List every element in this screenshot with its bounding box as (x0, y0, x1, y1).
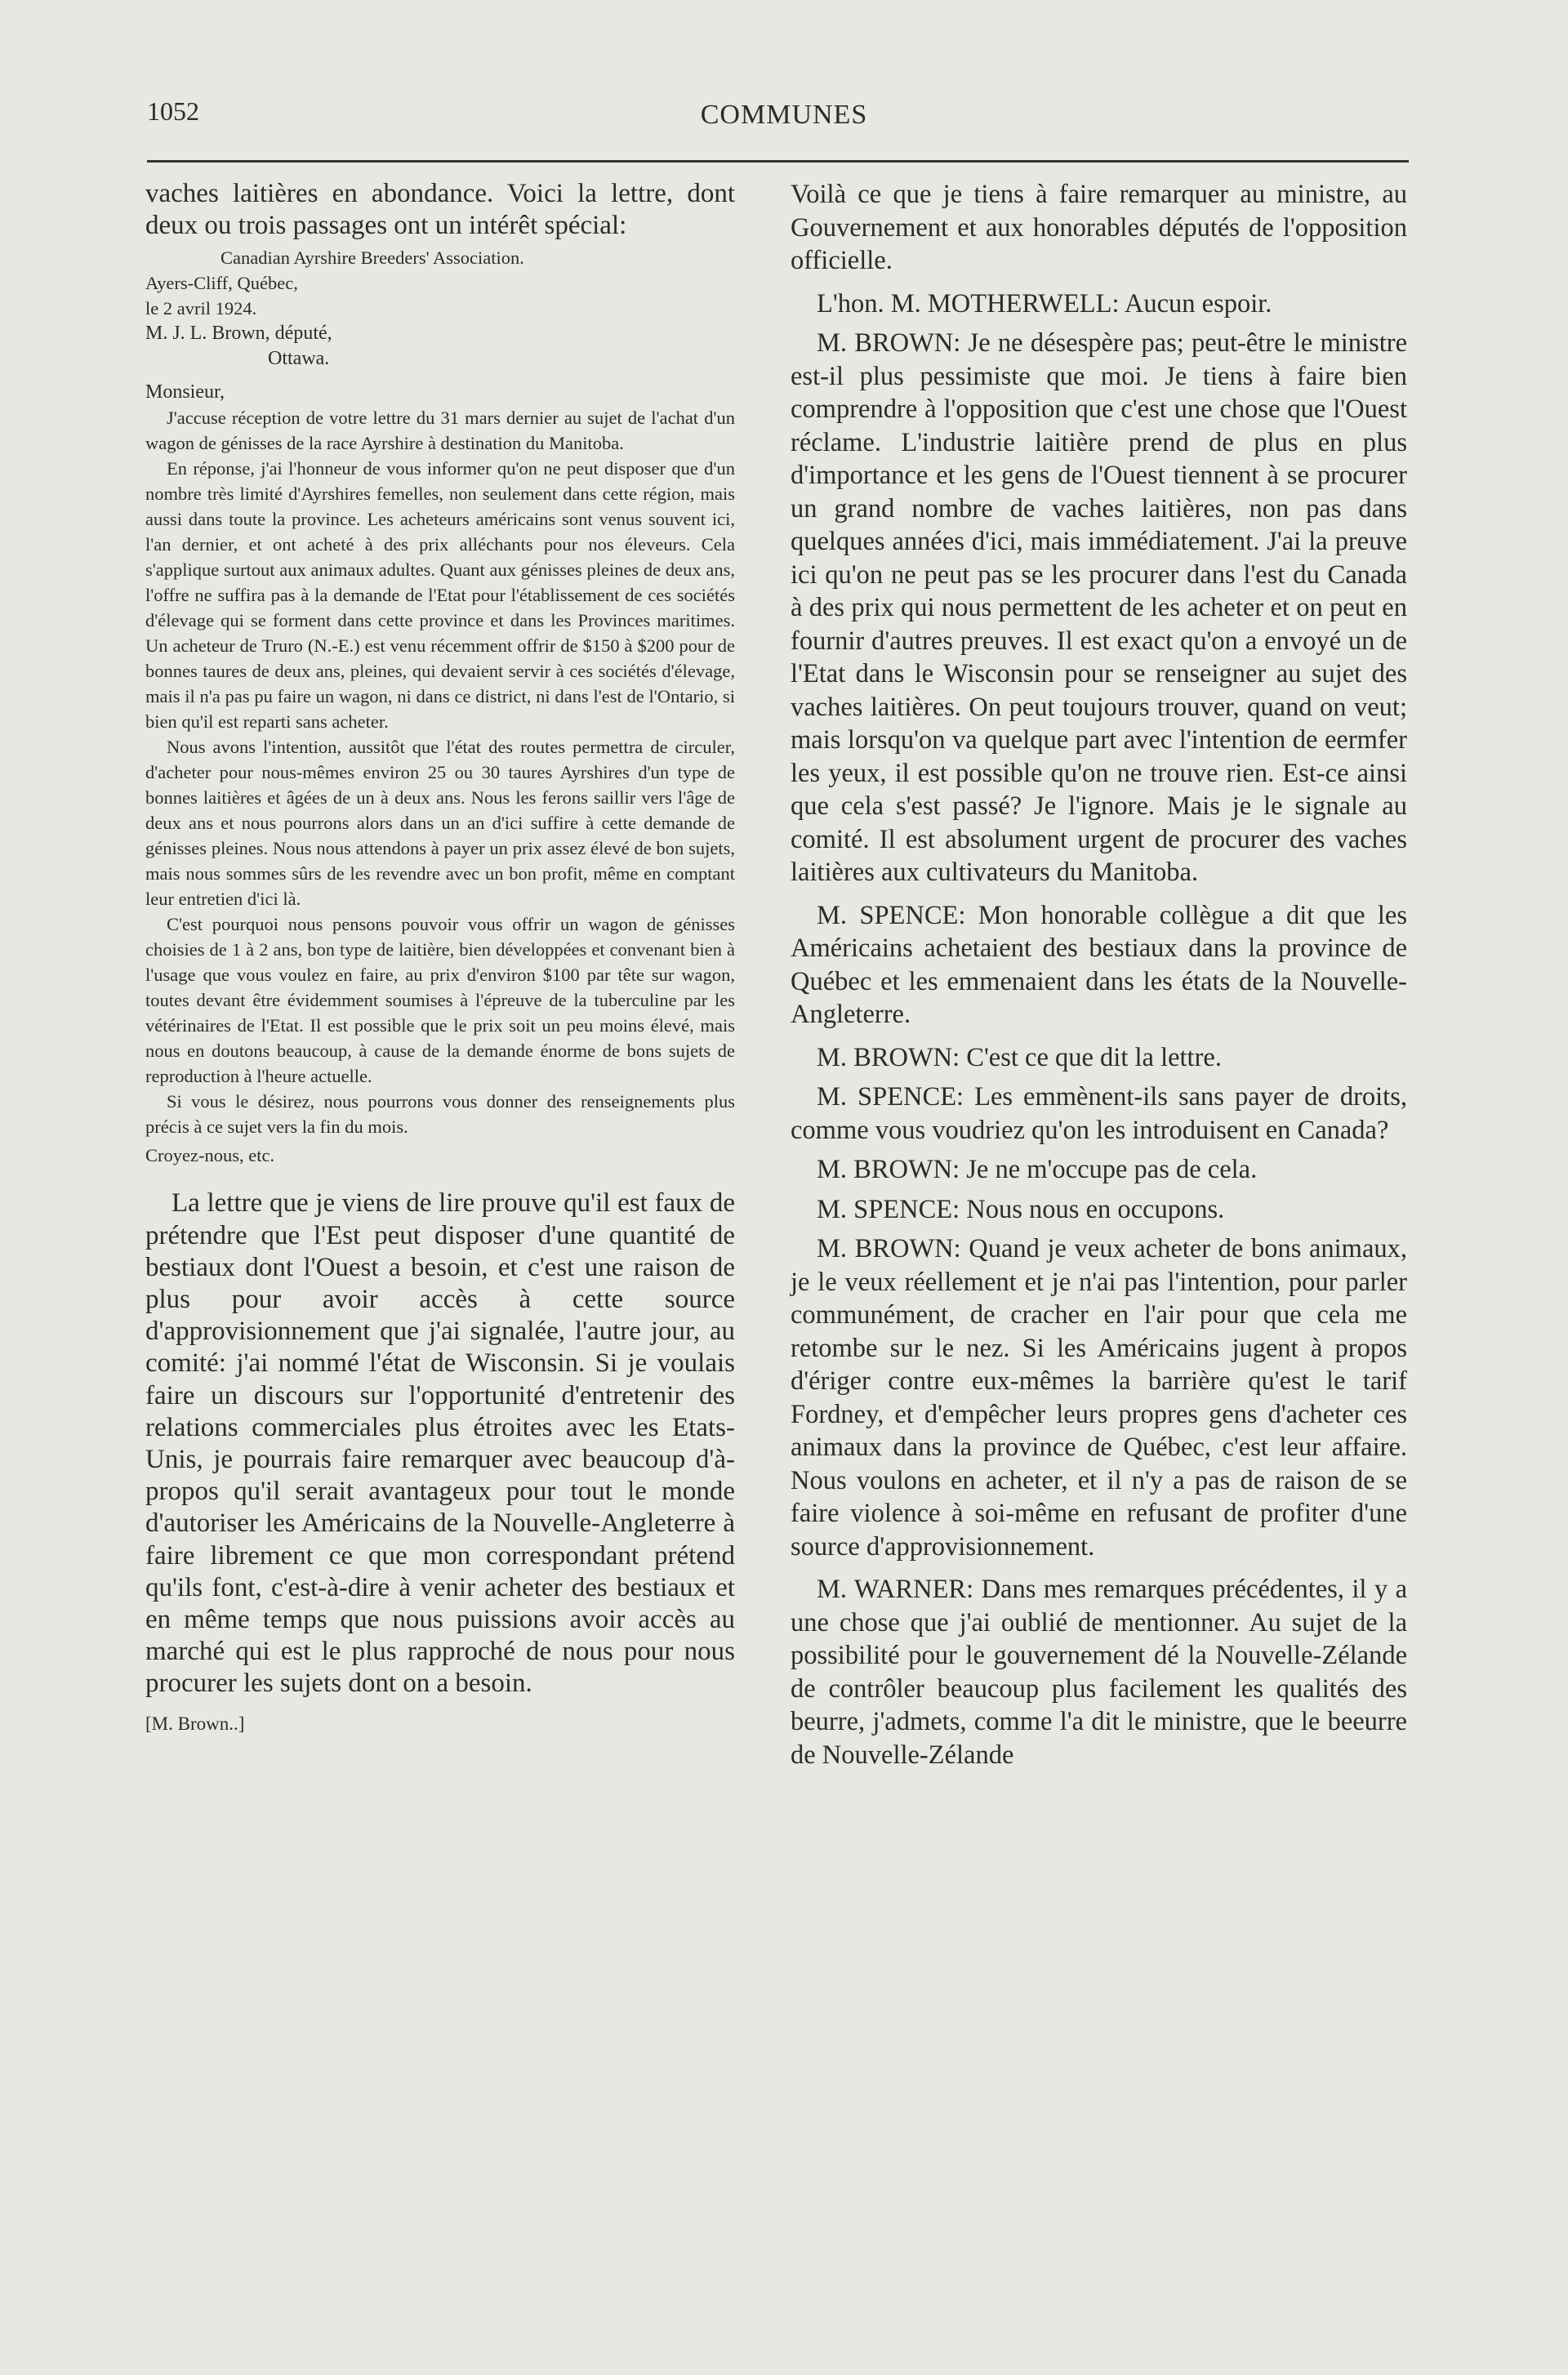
letter-paragraph: Nous avons l'intention, aussitôt que l'état des routes permettra de circuler, d'acheter pour nous-mêmes environ 25 ou 30 taures Ayrshires d'un type de bonnes laitières et âgées de un à deux ans. Nous les ferons saillir vers l'âge de deux ans et nous pourrons alors dans un an d'ici suffire à cette demande de génisses pleines. Nous nous attendons à payer un prix assez élevé de bon sujets, mais nous sommes sûrs de les revendre avec un bon profit, même en comptant leur entretien d'ici là. (145, 737, 735, 910)
speech-paragraph: M. SPENCE: Mon honorable collègue a dit que les Américains achetaient des bestiaux dans la province de Québec et les emmenaient dans les états de la Nouvelle-Angleterre. (791, 900, 1407, 1029)
letter-paragraph: En réponse, j'ai l'honneur de vous informer qu'on ne peut disposer que d'un nombre très limité d'Ayrshires femelles, non seulement dans cette région, mais aussi dans toute la province. Les acheteurs américains sont venus souvent ici, l'an dernier, et ont acheté à des prix alléchants pour nos éleveurs. Cela s'applique surtout aux animaux adultes. Quant aux génisses pleines de deux ans, l'offre ne suffira pas à la demande de l'Etat pour l'établissement de ces sociétés d'élevage qui se forment dans cette province et dans les Provinces maritimes. Un acheteur de Truro (N.-E.) est venu récemment offrir de $150 à $200 pour de bonnes taures de deux ans, pleines, qui devaient servir à ces sociétés d'élevage, mais il n'a pas pu faire un wagon, ni dans ce district, ni dans l'est de l'Ontario, si bien qu'il est reparti sans acheter. (145, 458, 735, 733)
speech-paragraph: M. WARNER: Dans mes remarques précédentes, il y a une chose que j'ai oublié de mentionner. Au sujet de la possibilité pour le gouvernement dé la Nouvelle-Zélande de contrôler beaucoup plus facilement les qualités des beurre, j'admets, comme l'a dit le ministre, que le beeurre de Nouvelle-Zélande (791, 1575, 1407, 1770)
intro-paragraph: vaches laitières en abondance. Voici la lettre, dont deux ou trois passages ont un intérêt spécial: (145, 179, 735, 241)
header-rule (147, 160, 1409, 163)
speech-paragraph: M. BROWN: Quand je veux acheter de bons animaux, je le veux réellement et je n'ai pas l'intention, pour parler communément, de cracher en l'air pour que cela me retombe sur le nez. Si les Américains jugent à propos d'ériger contre eux-mêmes la barrière qu'est le tarif Fordney, et d'empêcher leurs propres gens d'acheter ces animaux dans la province de Québec, c'est leur affaire. Nous voulons en acheter, et il n'y a pas de raison de se faire violence à soi-même en refusant de profiter d'une source d'approvisionnement. (791, 1234, 1407, 1562)
speech-paragraph: L'hon. M. MOTHERWELL: Aucun espoir. (817, 288, 1272, 319)
letter-addressee: M. J. L. Brown, député, (145, 323, 332, 345)
running-head: COMMUNES (700, 100, 868, 130)
letter-salutation: Monsieur, (145, 381, 225, 403)
speech-paragraph: M. BROWN: C'est ce que dit la lettre. (817, 1042, 1222, 1072)
right-column (791, 178, 1407, 1771)
letter-city: Ottawa. (268, 348, 330, 370)
letter-paragraph: Si vous le désirez, nous pourrons vous donner des renseignements plus précis à ce sujet vers la fin du mois. (145, 1091, 735, 1138)
speech-paragraph: M. SPENCE: Nous nous en occupons. (817, 1194, 1225, 1224)
letter-date: le 2 avril 1924. (145, 298, 257, 319)
letter-paragraph: C'est pourquoi nous pensons pouvoir vous offrir un wagon de génisses choisies de 1 à 2 ans, bon type de laitière, bien développées et convenant bien à l'usage que vous voulez en faire, au prix d'environ $100 par tête sur wagon, toutes devant être évidemment soumises à l'épreuve de la tuberculine par les vétérinaires de l'Etat. Il est possible que le prix soit un peu moins élevé, mais nous en doutons beaucoup, à cause de la demande énorme de bons sujets de reproduction à l'heure actuelle. (145, 914, 735, 1087)
left-column (145, 178, 735, 1753)
speech-paragraph: M. BROWN: Je ne m'occupe pas de cela. (817, 1155, 1258, 1184)
speech-paragraph: Voilà ce que je tiens à faire remarquer au ministre, au Gouvernement et aux honorables députés de l'opposition officielle. (791, 180, 1407, 275)
page-number: 1052 (147, 96, 199, 126)
letter-place: Ayers-Cliff, Québec, (145, 273, 298, 294)
letter-closing: Croyez-nous, etc. (145, 1145, 275, 1166)
speech-paragraph: La lettre que je viens de lire prouve qu'il est faux de prétendre que l'Est peut disposer d'une quantité de bestiaux dont l'Ouest a besoin, et c'est une raison de plus pour avoir accès à cette source d'approvisionnement que j'ai signalée, l'autre jour, au comité: j'ai nommé l'état de Wisconsin. Si je voulais faire un discours sur l'opportunité d'entretenir des relations commerciales plus étroites avec les Etats-Unis, je pourrais faire remarquer avec beaucoup d'à-propos qu'il serait avantageux pour tout le monde d'autoriser les Américains de la Nouvelle-Angleterre à faire librement ce que mon correspondant prétend qu'ils font, c'est-à-dire à venir acheter des bestiaux et en même temps que nous puissions avoir accès au marché qui est le plus rapproché de nous pour nous procurer les sujets dont on a besoin. (145, 1188, 735, 1699)
quoted-letter (145, 245, 735, 1168)
speech-paragraph: M. BROWN: Je ne désespère pas; peut-être le ministre est-il plus pessimiste que moi. Je tiens à faire bien comprendre à l'opposition que c'est une chose que l'Ouest réclame. L'industrie laitière prend de plus en plus d'importance et les gens de l'Ouest tiennent à se procurer un grand nombre de vaches laitières, non pas dans quelques années d'ici, mais immédiatement. J'ai la preuve ici qu'on ne peut pas se les procurer dans l'est du Canada à des prix qui nous permettent de les acheter et on peut en fournir d'autres preuves. Il est exact qu'on a envoyé un de l'Etat dans le Wisconsin pour se renseigner au sujet des vaches laitières. On peut toujours trouver, quand on veut; mais lorsqu'on va quelque part avec l'intention de eermfer les yeux, il est possible qu'on ne trouve rien. Est-ce ainsi que cela s'est passé? Je l'ignore. Mais je le signale au comité. Il est absolument urgent de procurer des vaches laitières aux cultivateurs du Manitoba. (791, 328, 1407, 887)
letter-paragraph: J'accuse réception de votre lettre du 31 mars dernier au sujet de l'achat d'un wagon de génisses de la race Ayrshire à destination du Manitoba. (145, 408, 735, 454)
letter-association: Canadian Ayrshire Breeders' Association. (220, 247, 524, 269)
speaker-footer: [M. Brown..] (145, 1713, 245, 1734)
speech-paragraph: M. SPENCE: Les emmènent-ils sans payer de droits, comme vous voudriez qu'on les introduisent en Canada? (791, 1082, 1407, 1145)
